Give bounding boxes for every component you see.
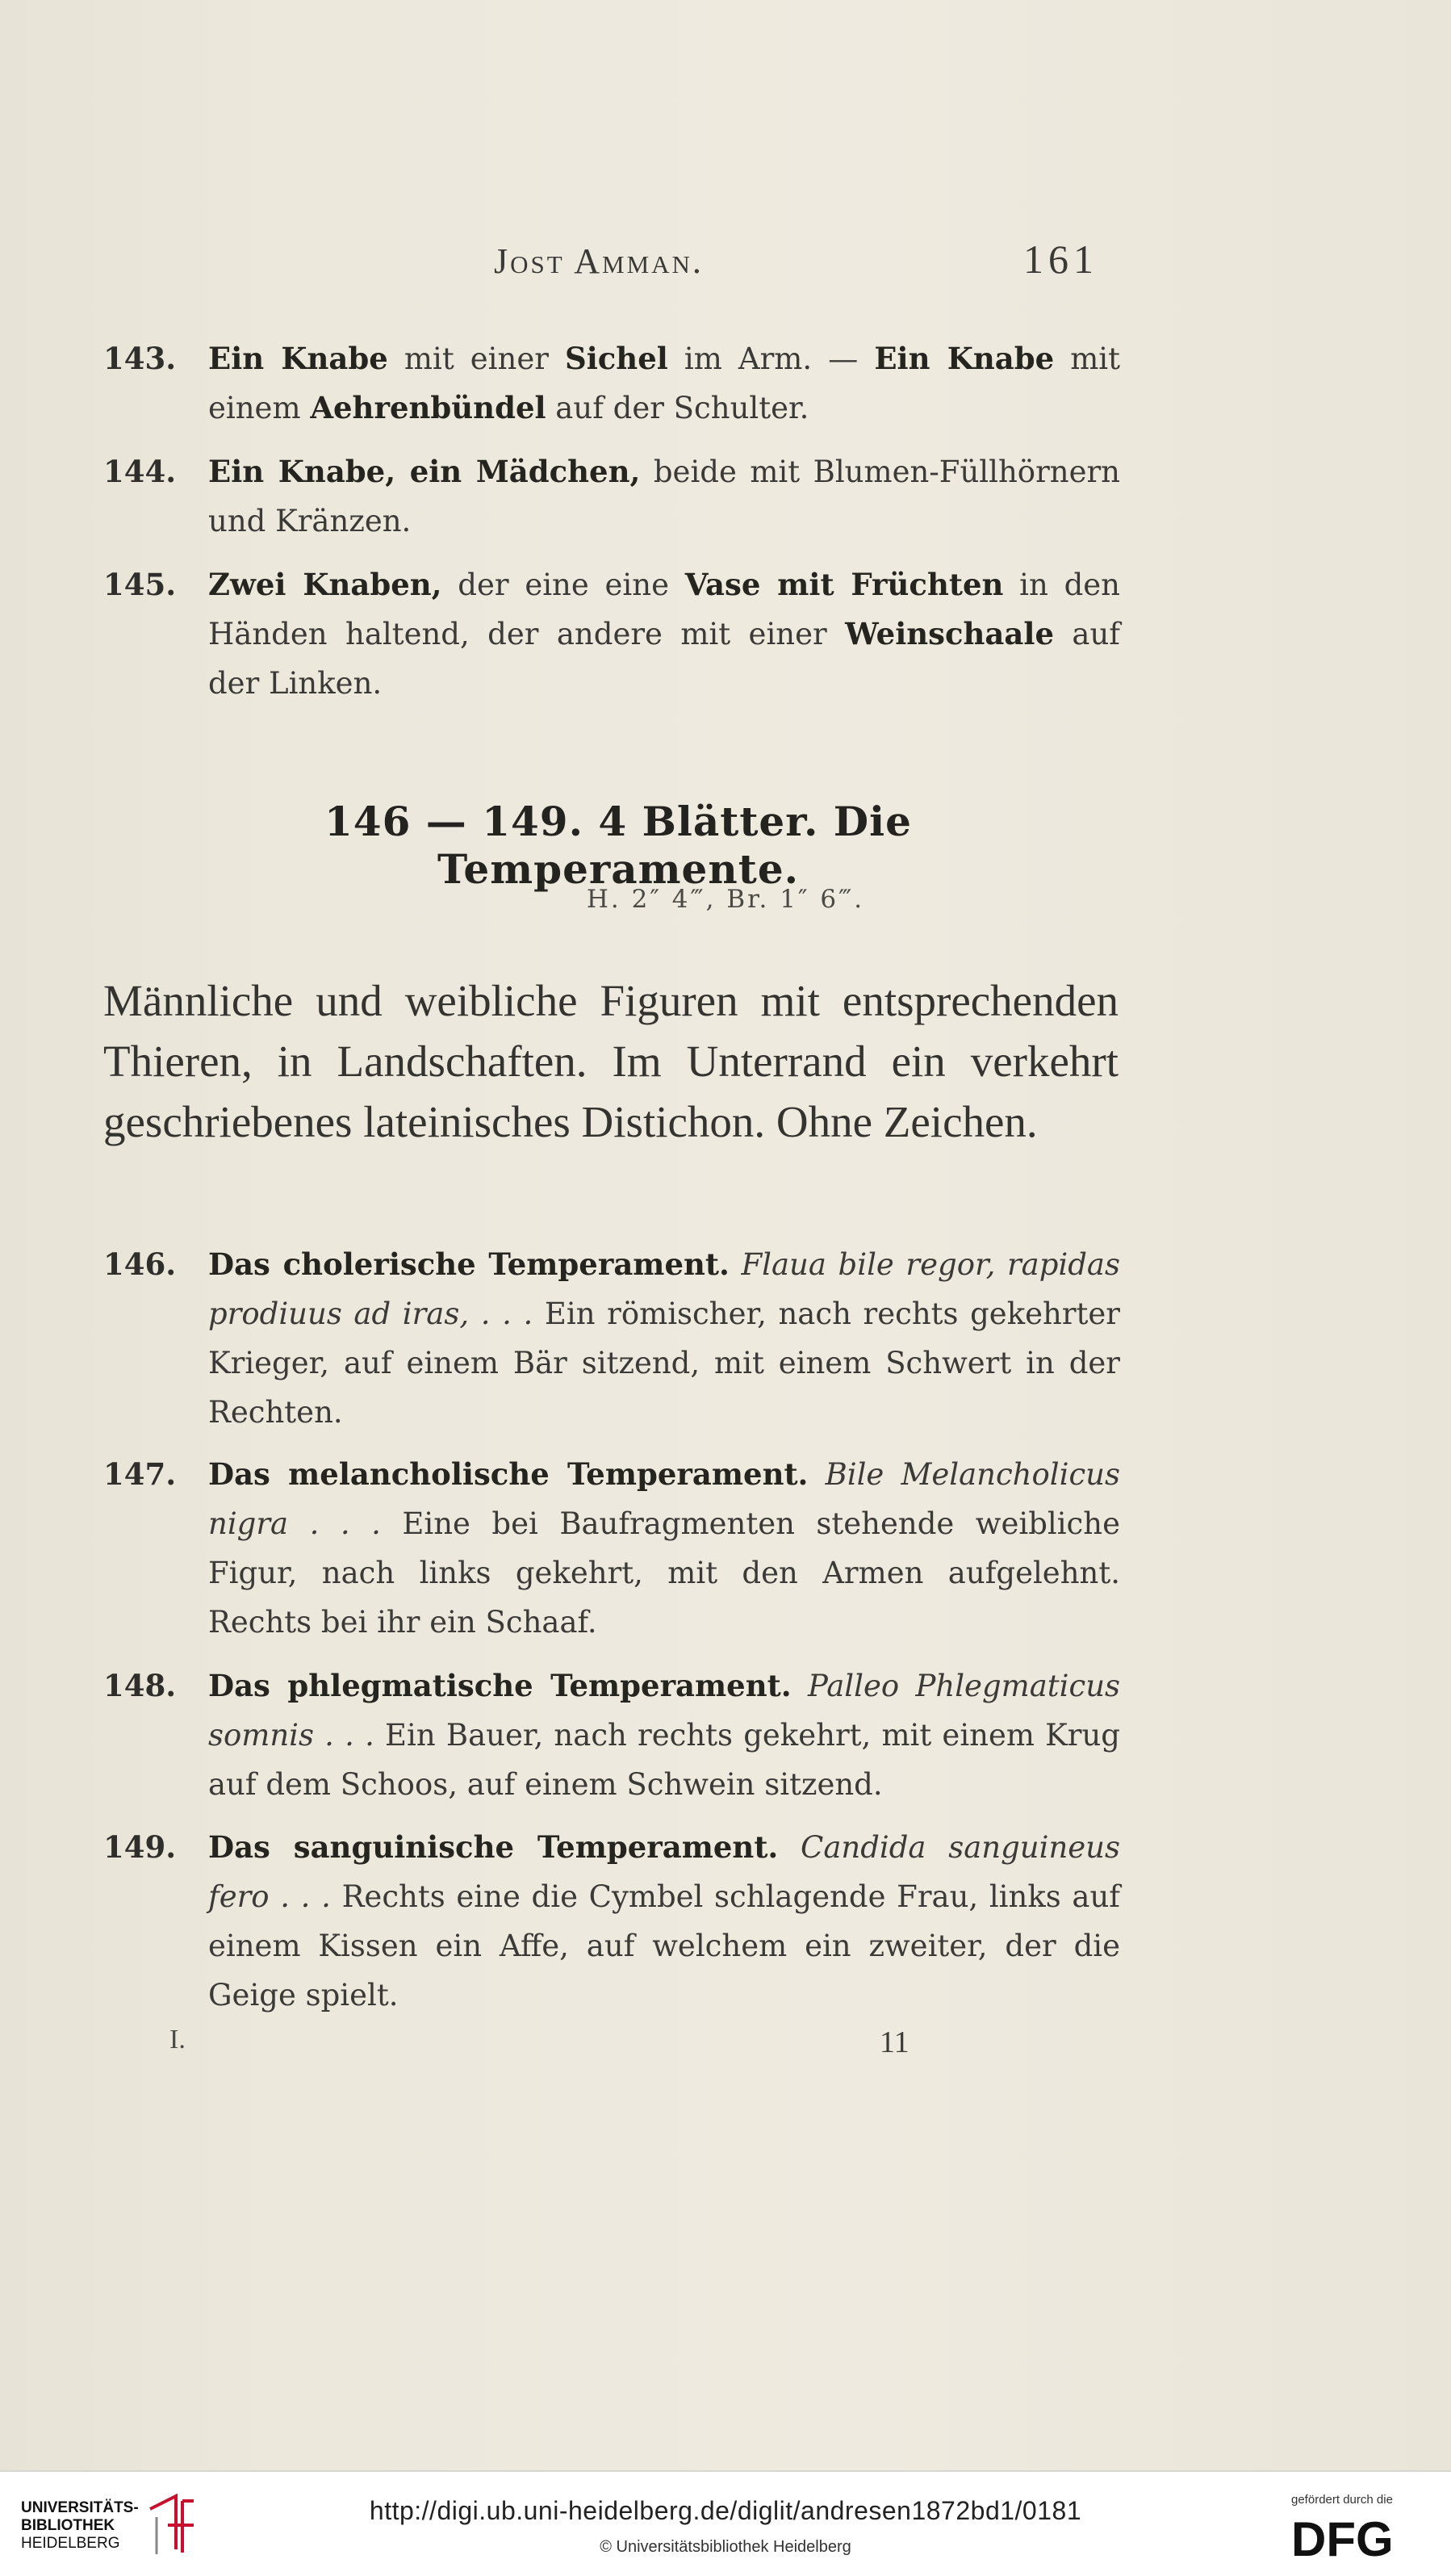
entry-bold: Sichel [565,341,668,376]
permalink-url[interactable]: http://digi.ub.uni-heidelberg.de/diglit/andresen1872bd1/0181 [369,2496,1082,2525]
entry-title: Das sanguinische Temperament. [208,1829,779,1865]
entry-number: 148. [103,1668,177,1703]
entry-bold: Zwei Knaben, [208,567,442,602]
entry-text [208,1240,1120,1437]
entry-text [208,1823,1120,2020]
entry-text [208,334,1120,433]
entry-bold: Vase mit Früchten [684,567,1004,602]
catalog-entry-147 [103,1450,1120,1647]
entry-plain: in den Händen haltend, der andere mit einer [208,568,1120,651]
entry-plain: im Arm. — [667,341,875,376]
catalog-entry-144 [103,447,1120,546]
entry-description: Ein römischer, nach rechts gekehrter Krieger, auf einem Bär sitzend, mit einem Schwert in der Rechten. [208,1296,1120,1430]
catalog-entry-145 [103,560,1120,708]
entry-plain: beide mit Blumen-Füllhörnern und Kränzen. [208,454,1120,538]
entry-title: Das cholerische Temperament. [208,1246,730,1282]
library-name-line: HEIDELBERG [21,2535,120,2552]
catalog-entry-149 [103,1823,1120,2020]
entry-text [208,1661,1120,1809]
entry-title: Das melancholische Temperament. [208,1456,809,1492]
entry-number: 143. [103,341,177,376]
library-name-line: BIBLIOTHEK [21,2517,115,2534]
entry-plain: mit einem [208,341,1121,425]
page-number: 161 [1023,237,1098,282]
latin-verse: Candida sanguineus fero . . . [208,1830,1120,1914]
entry-plain: der eine eine [441,568,685,602]
entry-bold: Weinschaale [845,616,1054,651]
catalog-entry-146 [103,1240,1120,1437]
dfg-logo-icon [1291,2514,1428,2562]
running-head [0,236,1451,292]
entry-description: Ein Bauer, nach rechts gekehrt, mit einem Krug auf dem Schoos, auf einem Schwein sitzend. [208,1718,1120,1802]
copyright-notice: © Universitätsbibliothek Heidelberg [600,2538,851,2556]
catalog-entry-143 [103,334,1120,433]
digitization-footer [0,2470,1451,2576]
library-name-line: UNIVERSITÄTS- [21,2499,139,2516]
entry-text [208,1450,1120,1647]
entry-bold: Ein Knabe, ein Mädchen, [208,454,641,489]
entry-description: Eine bei Baufragmenten stehende weibliche Figur, nach links gekehrt, mit den Armen aufgelehnt. Rechts bei ihr ein Schaaf. [208,1506,1120,1640]
sheet-number: 11 [880,2025,909,2059]
latin-verse: Flaua bile regor, rapidas prodiuus ad iras, . . . [208,1247,1120,1331]
entry-number: 144. [103,454,177,489]
entry-title: Das phlegmatische Temperament. [208,1668,792,1703]
funded-by-label: gefördert durch die [1291,2493,1393,2507]
section-heading: 146 — 149. 4 Blätter. Die Temperamente. [324,798,912,893]
entry-bold: Ein Knabe [874,341,1055,376]
entry-bold: Ein Knabe [208,341,388,376]
entry-plain: auf der Linken. [208,617,1120,701]
entry-text [208,560,1120,708]
latin-verse: Bile Melancholicus nigra . . . [208,1457,1120,1541]
dfg-logo-text: DFG [1291,2514,1394,2562]
section-description: Männliche und weibliche Figuren mit entsprechenden Thieren, in Landschaften. Im Unterrand ein verkehrt geschriebenes lateinisches Distichon. Ohne Zeichen. [103,976,1119,1146]
latin-verse: Palleo Phlegmaticus somnis . . . [208,1669,1121,1753]
catalog-entry-148 [103,1661,1120,1809]
entry-description: Rechts eine die Cymbel schlagende Frau, links auf einem Kissen ein Affe, auf welchem ein zweiter, der die Geige spielt. [208,1879,1121,2013]
entry-plain: mit einer [387,341,565,376]
entry-plain: auf der Schulter. [546,391,809,425]
signature-mark: I. [169,2025,186,2055]
entry-number: 149. [103,1829,177,1865]
entry-number: 147. [103,1456,177,1492]
entry-text [208,447,1120,546]
entry-number: 145. [103,567,177,602]
entry-bold: Aehrenbündel [310,390,546,425]
entry-number: 146. [103,1246,177,1282]
section-dimensions: H. 2″ 4‴, Br. 1″ 6‴. [586,885,865,914]
running-head-title: Jost Amman. [494,241,704,281]
